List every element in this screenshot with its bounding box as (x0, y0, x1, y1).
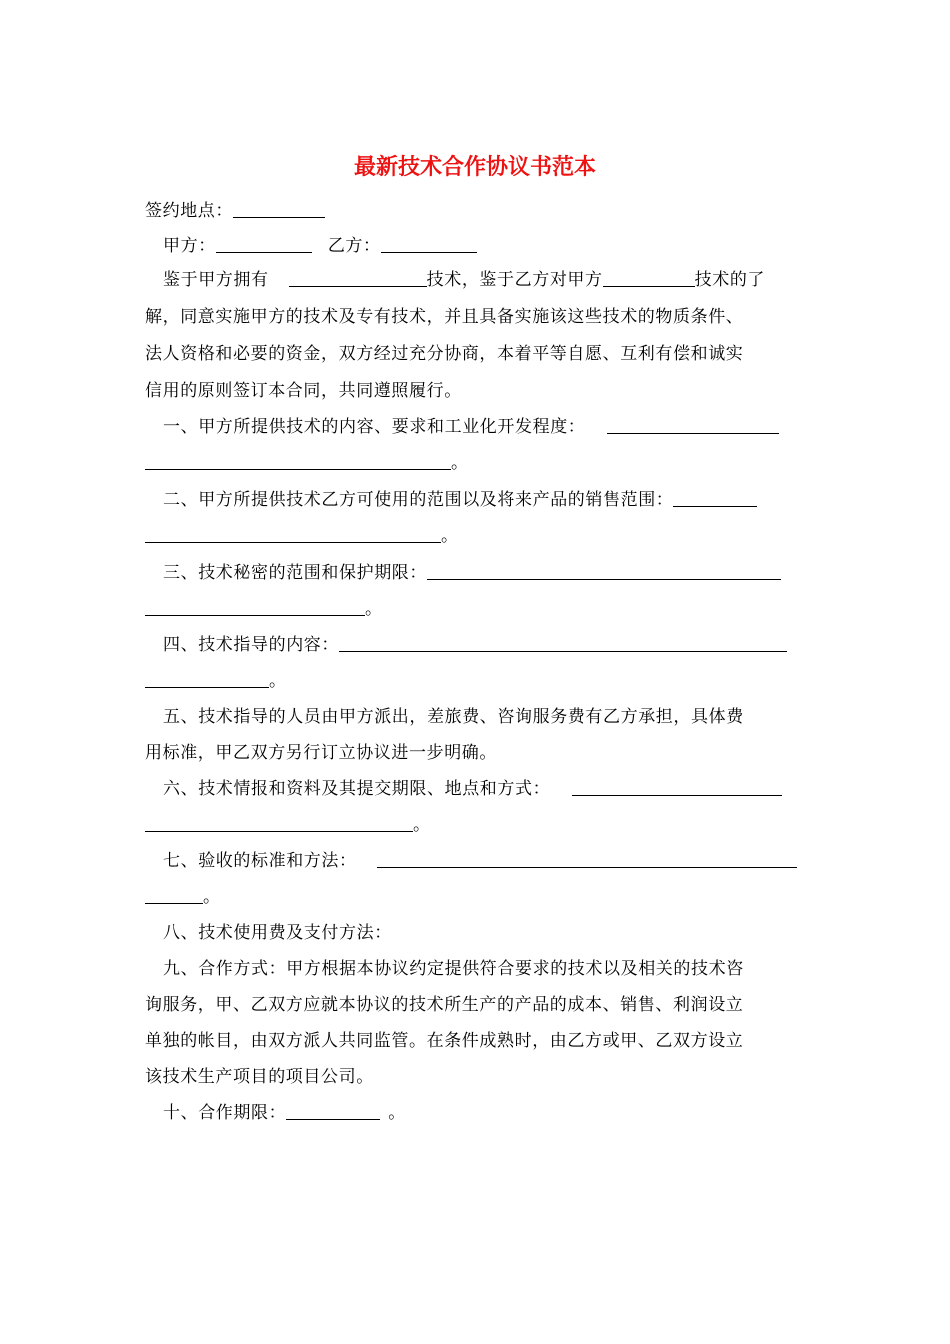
clause-9-line-1: 九、合作方式：甲方根据本协议约定提供符合要求的技术以及相关的技术咨 (163, 959, 744, 979)
cooperation-period-blank[interactable] (286, 1101, 380, 1120)
period: 。 (203, 887, 221, 907)
clause-6-cont (145, 813, 810, 837)
parties-line (163, 234, 828, 258)
period: 。 (413, 815, 431, 835)
clause-7-blank-2[interactable] (145, 885, 203, 904)
intro-line-3: 法人资格和必要的资金，双方经过充分协商，本着平等自愿、互利有偿和诚实 (145, 344, 744, 364)
clause-5-line-2: 用标准，甲乙双方另行订立协议进一步明确。 (145, 743, 497, 763)
clause-text: 一、甲方所提供技术的内容、要求和工业化开发程度： (163, 417, 586, 437)
clause-text: 三、技术秘密的范围和保护期限： (163, 563, 427, 583)
tech-name-blank-2[interactable] (603, 268, 695, 287)
clause-text: 七、验收的标准和方法： (163, 851, 357, 871)
clause-3-blank-2[interactable] (145, 597, 365, 616)
party-b-blank[interactable] (381, 234, 477, 253)
clause-7 (163, 849, 828, 873)
clause-text: 二、甲方所提供技术乙方可使用的范围以及将来产品的销售范围： (163, 490, 674, 510)
clause-3-blank[interactable] (427, 561, 781, 580)
clause-text: 六、技术情报和资料及其提交期限、地点和方式： (163, 779, 551, 799)
clause-1 (163, 415, 828, 439)
clause-2 (163, 488, 828, 512)
clause-4-cont (145, 669, 810, 693)
clause-text: 四、技术指导的内容： (163, 635, 339, 655)
clause-2-cont (145, 524, 810, 548)
intro-text: 鉴于甲方拥有 (163, 270, 269, 290)
clause-5-line-1: 五、技术指导的人员由甲方派出，差旅费、咨询服务费有乙方承担，具体费 (163, 707, 744, 727)
period: 。 (388, 1103, 406, 1123)
tech-name-blank[interactable] (289, 268, 427, 287)
clause-9-line-2: 询服务，甲、乙双方应就本协议的技术所生产的产品的成本、销售、利润设立 (145, 995, 744, 1015)
clause-7-cont (145, 885, 810, 909)
clause-text: 十、合作期限： (163, 1103, 287, 1123)
clause-10 (163, 1101, 828, 1125)
period: 。 (269, 671, 287, 691)
intro-line-4: 信用的原则签订本合同，共同遵照履行。 (145, 381, 462, 401)
intro-text: 技术，鉴于乙方对甲方 (426, 270, 603, 290)
party-b-label: 乙方： (327, 236, 381, 256)
period: 。 (441, 526, 459, 546)
period: 。 (451, 453, 469, 473)
clause-3 (163, 561, 828, 585)
clause-1-blank[interactable] (607, 415, 779, 434)
clause-6 (163, 777, 828, 801)
period: 。 (365, 599, 383, 619)
party-a-label: 甲方： (163, 236, 216, 256)
clause-1-cont (145, 451, 810, 475)
clause-3-cont (145, 597, 810, 621)
party-a-blank[interactable] (216, 234, 312, 253)
signing-place-line (145, 199, 810, 223)
clause-2-blank-2[interactable] (145, 524, 441, 543)
document-title: 最新技术合作协议书范本 (353, 155, 596, 180)
clause-1-blank-2[interactable] (145, 451, 451, 470)
intro-text: 技术的了 (694, 270, 766, 290)
clause-8: 八、技术使用费及支付方法： (163, 923, 392, 943)
intro-line-2: 解，同意实施甲方的技术及专有技术，并且具备实施该这些技术的物质条件、 (145, 307, 744, 327)
clause-6-blank-2[interactable] (145, 813, 413, 832)
signing-place-label: 签约地点： (145, 201, 233, 221)
clause-4-blank-2[interactable] (145, 669, 269, 688)
clause-6-blank[interactable] (572, 777, 782, 796)
clause-7-blank[interactable] (377, 849, 797, 868)
intro-line-1 (163, 268, 828, 292)
signing-place-blank[interactable] (233, 199, 325, 218)
clause-2-blank[interactable] (673, 488, 757, 507)
clause-9-line-4: 该技术生产项目的项目公司。 (145, 1067, 374, 1087)
clause-9-line-3: 单独的帐目，由双方派人共同监管。在条件成熟时，由乙方或甲、乙双方设立 (145, 1031, 744, 1051)
clause-4 (163, 633, 828, 657)
clause-4-blank[interactable] (339, 633, 787, 652)
